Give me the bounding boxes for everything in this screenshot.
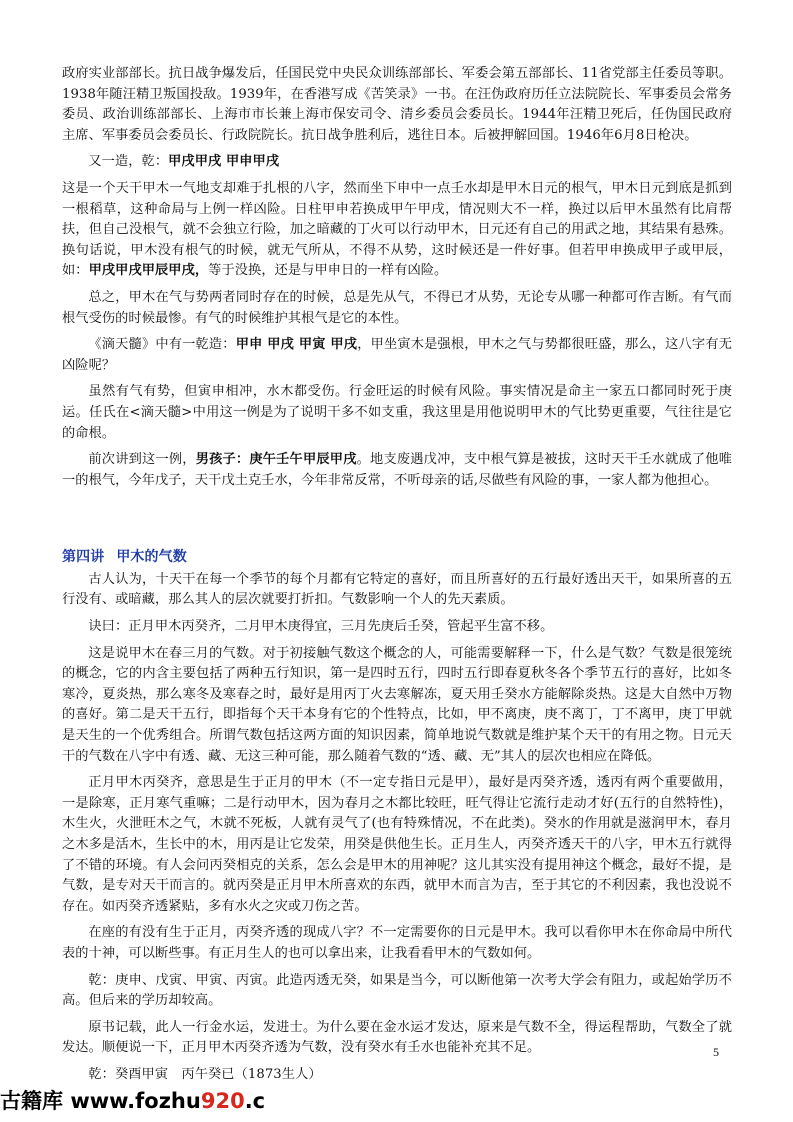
text-run: ，甲坐寅木是强根，甲木之气与势都很旺盛，那么，这八字有无凶险呢？ (62, 337, 732, 373)
text-block-2 (62, 570, 732, 1086)
paragraph (62, 773, 732, 917)
text-run: 正月甲木丙癸齐，意思是生于正月的甲木（不一定专指日元是甲），最好是丙癸齐透，透丙有两个重要做用，一是除寒，正月寒气重嘛；二是行动甲木，因为春月之木都比较旺，旺气得让它流行走动才好(五行的自然特性)，木生火，火泄旺木之气，木就不死板，人就有灵气了(也有特殊情况，不在此类)。癸水的作用就是滋润甲木，春月之木多是活木，生长中的木，用丙是让它发荣，用癸是供他生长。正月生人，丙癸齐透天干的八字，甲木五行就得了不错的环境。有人会问丙癸相克的关系，怎么会是甲木的用神呢？这儿其实没有提用神这个概念，最好不提，是气数，是专对天干而言的。就丙癸是正月甲木所喜欢的东西，就甲木而言为吉，至于其它的不利因素，我也没说不存在。如丙癸齐透紧贴，多有水火之灾或刀伤之苦。 (62, 775, 732, 914)
paragraph (62, 923, 732, 964)
site-footer (0, 1085, 265, 1115)
paragraph (62, 1065, 732, 1086)
text-run: 原书记载，此人一行金水运，发进士。为什么要在金水运才发达，原来是气数不全，得运程帮助，气数全了就发达。顺便说一下，正月甲木丙癸齐透为气数，没有癸水有壬水也能补充其不足。 (62, 1019, 732, 1056)
section-heading (62, 547, 732, 568)
text-run: 这是一个天干甲木一气地支却难于扎根的八字，然而坐下申中一点壬水却是甲木日元的根气，甲木日元到底是抓到一根稻草，这种命局与上例一样凶险。日柱甲申若换成甲午甲戌，情况则大不一样，换过以后甲木虽然有比肩帮扶，但自己没根气，就不会独立行险，加之暗藏的丁火可以行动甲木，日元还有自己的用武之地，其结果有悬殊。换句话说，甲木没有根气的时候，就无气所从，不得不从势，这时候还是一件好事。但若甲申换成甲子或甲辰，如： (62, 180, 732, 279)
text-run: 等于没换，还是与甲申日的一样有凶险。 (208, 263, 448, 279)
text-run: 总之，甲木在气与势两者同时存在的时候，总是先从气，不得已才从势，无论专从哪一种都可作吉断。有气而根气受伤的时候最惨。有气的时候维护其根气是它的本性。 (62, 289, 732, 326)
paragraph (62, 152, 732, 173)
text-run: 政府实业部部长。抗日战争爆发后，任国民党中央民众训练部部长、军委会第五部部长、11省党部主任委员等职。1938年随汪精卫叛国投敌。1939年，在香港写成《苦笑录》一书。在汪伪政府历任立法院院长、军事委员会常务委员、政治训练部部长、上海市市长兼上海市保安司令、清乡委员会委员长。1944年汪精卫死后，任伪国民政府主席、军事委员会委员长、行政院院长。抗日战争胜利后，逃往日本。后被押解回国。1946年6月8日枪决。 (62, 66, 732, 143)
text-run: 又一造，乾： (88, 154, 169, 170)
bold-text: 男孩子：庚午壬午甲辰甲戌 (195, 452, 357, 468)
text-run: 古人认为，十天干在每一个季节的每个月都有它特定的喜好，而且所喜好的五行最好透出天干，如果所喜的五行没有、或暗藏，那么其人的层次就要打折扣。气数影响一个人的先天素质。 (62, 571, 732, 608)
text-run: 虽然有气有势，但寅申相冲，水木都受伤。行金旺运的时候有风险。事实情况是命主一家五口都同时死于庚运。任氏在<滴天髓>中用这一例是为了说明干多不如支重，我这里是用他说明甲木的气比势更重要，气往往是它的命根。 (62, 384, 732, 441)
text-run: 《滴天髓》中有一乾造： (88, 337, 236, 353)
paragraph (62, 450, 732, 491)
paragraph (62, 288, 732, 329)
page-number: 5 (713, 1045, 719, 1059)
text-run: 前次讲到这一例， (88, 452, 196, 468)
text-run: 乾：庚申、戊寅、甲寅、丙寅。此造丙透无癸，如果是当今，可以断他第一次考大学会有阻力，或起始学历不高。但后来的学历却较高。 (62, 972, 732, 1009)
section-heading-title: 甲木的气数 (116, 549, 187, 566)
bold-text: 甲戌甲戌甲辰甲戌， (88, 263, 209, 279)
site-name: 古籍库 (0, 1089, 63, 1113)
text-run: 乾：癸酉甲寅 丙午癸已（1873生人） (88, 1066, 322, 1082)
document-body (62, 64, 732, 1092)
paragraph (62, 179, 732, 282)
text-run: 在座的有没有生于正月，丙癸齐透的现成八字？不一定需要你的日元是甲木。我可以看你甲木在你命局中所代表的十神，可以断些事。有正月生人的也可以拿出来，让我看看甲木的气数如何。 (62, 925, 732, 961)
site-url-prefix[interactable]: www.fozhu (70, 1089, 201, 1113)
bold-text: 甲申 甲戌 甲寅 甲戌 (235, 337, 358, 353)
paragraph (62, 382, 732, 444)
text-run: 诀曰：正月甲木丙癸齐，二月甲木庚得宜，三月先庚后壬癸，管起平生富不移。 (88, 619, 554, 635)
paragraph (62, 1018, 732, 1059)
text-run: 。地支废遇戊冲，支中根气算是被拔，这时天干壬水就成了他唯一的根气，今年戊子，天干戊土克壬水，今年非常反常，不听母亲的话,尽做些有风险的事，一家人都为他担心。 (62, 452, 732, 488)
site-url-highlight[interactable]: 920 (200, 1089, 245, 1113)
paragraph (62, 971, 732, 1012)
paragraph (62, 617, 732, 638)
paragraph (62, 644, 732, 768)
section-heading-label: 第四讲 (62, 549, 105, 566)
paragraph (62, 335, 732, 376)
paragraph (62, 570, 732, 611)
text-block-1 (62, 64, 732, 491)
bold-text: 甲戌甲戌 甲申甲戌 (168, 154, 280, 170)
paragraph (62, 64, 732, 146)
text-run: 这是说甲木在春三月的气数。对于初接触气数这个概念的人，可能需要解释一下，什么是气数？气数是很笼统的概念，它的内含主要包括了两种五行知识，第一是四时五行，四时五行即春夏秋冬各个季节五行的喜好，比如冬寒冷，夏炎热，那么寒冬及寒春之时，最好是用丙丁火去寒解冻，夏天用壬癸水方能解除炎热。这是大自然中万物的喜好。第二是天干五行，即指每个天干本身有它的个性特点，比如，甲不离庚，庚不离丁，丁不离甲，庚丁甲就是天生的一个优秀组合。所谓气数包括这两方面的知识因素，简单地说气数就是维护某个天干的有用之物。日元天干的气数在八字中有透、藏、无这三种可能，那么随着气数的“透、藏、无”其人的层次也相应在降低。 (62, 645, 732, 764)
site-url-suffix[interactable]: .c (244, 1089, 266, 1113)
